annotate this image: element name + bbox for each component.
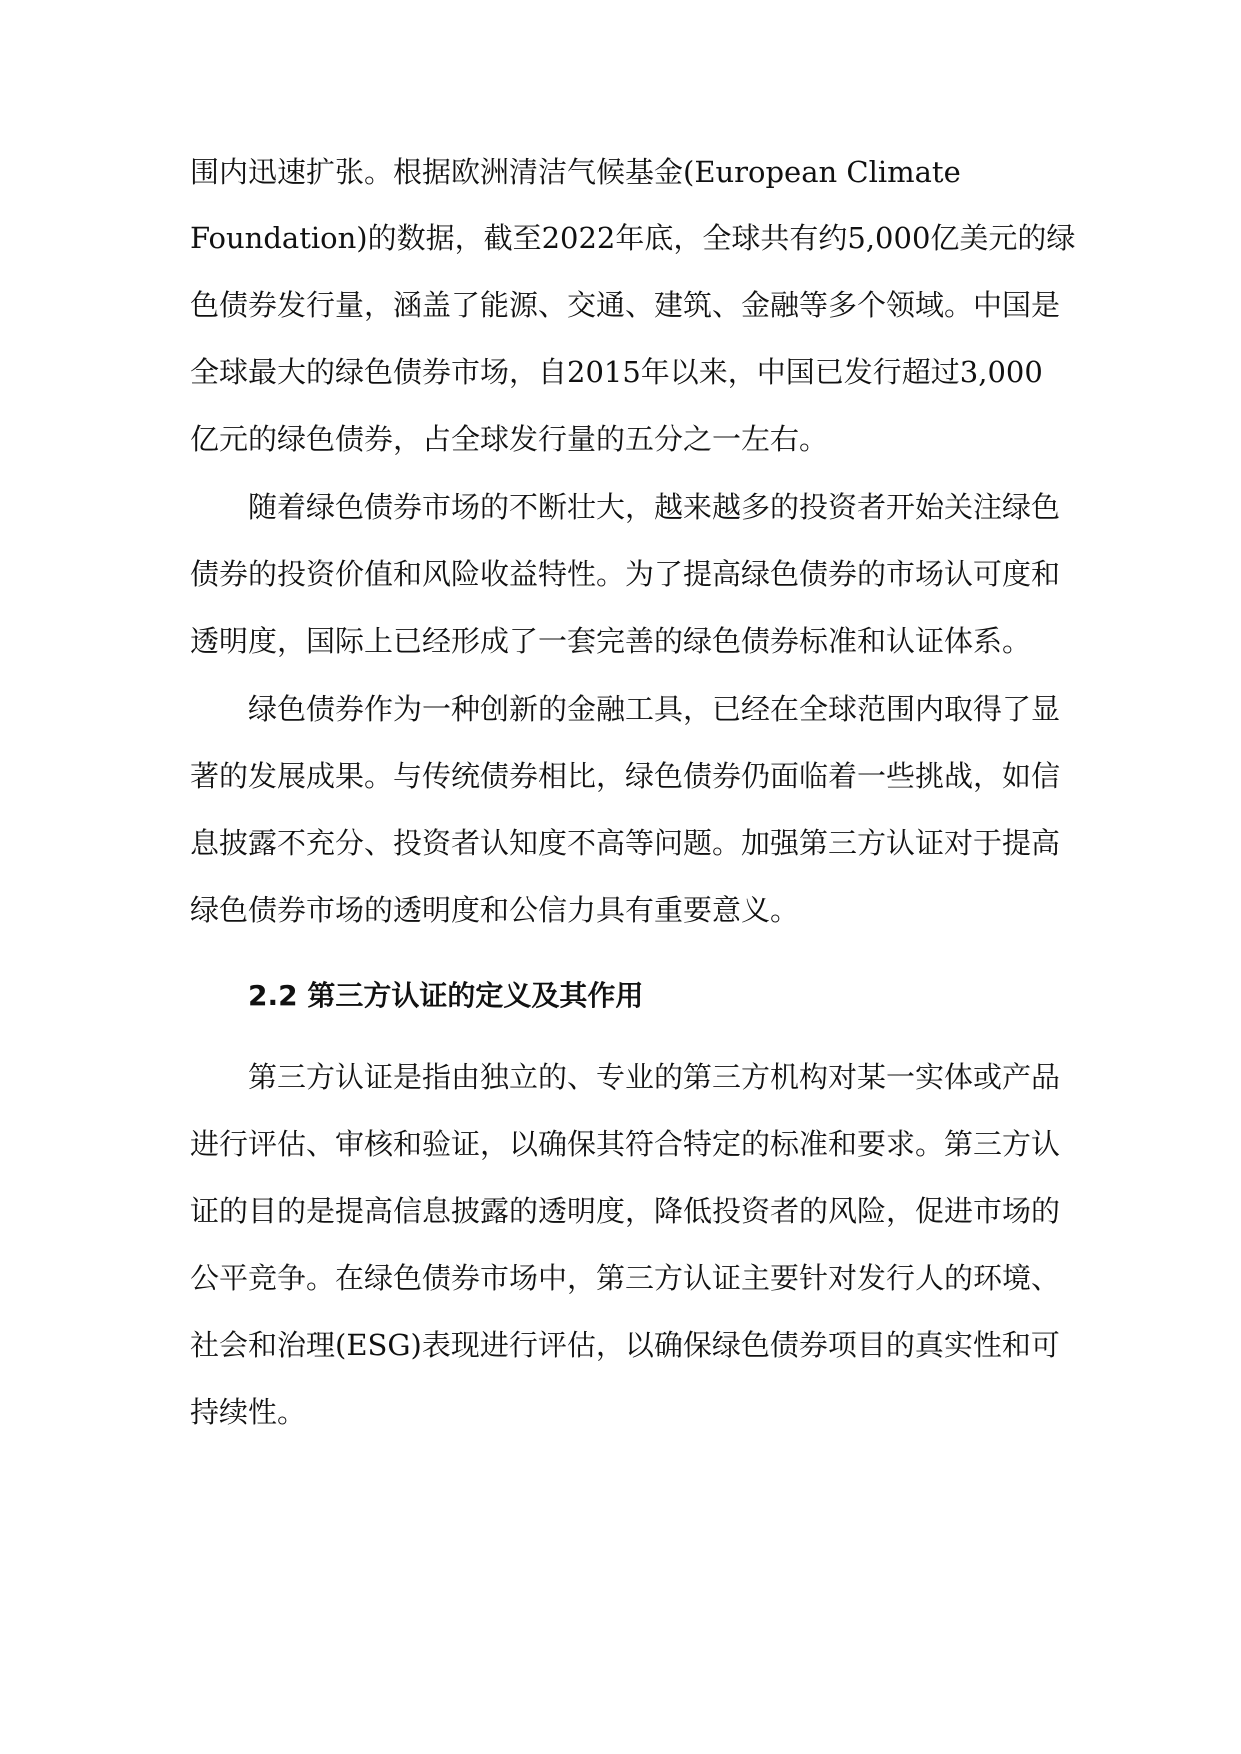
paragraph-1-line-5: 亿元的绿色债券，占全球发行量的五分之一左右。 [190, 422, 829, 456]
paragraph-3-line-2: 著的发展成果。与传统债券相比，绿色债券仍面临着一些挑战，如信 [190, 759, 1061, 793]
paragraph-1-line-4: 全球最大的绿色债券市场，自2015年以来，中国已发行超过3,000 [190, 355, 1043, 389]
paragraph-3-line-3: 息披露不充分、投资者认知度不高等问题。加强第三方认证对于提高 [190, 826, 1061, 860]
paragraph-1-line-1: 围内迅速扩张。根据欧洲清洁气候基金(European Climate [190, 155, 961, 189]
paragraph-2-line-2: 债券的投资价值和风险收益特性。为了提高绿色债券的市场认可度和 [190, 557, 1061, 591]
paragraph-4-line-1: 第三方认证是指由独立的、专业的第三方机构对某一实体或产品 [248, 1060, 1061, 1094]
paragraph-4-line-5: 社会和治理(ESG)表现进行评估，以确保绿色债券项目的真实性和可 [190, 1328, 1060, 1362]
paragraph-4-line-4: 公平竞争。在绿色债券市场中，第三方认证主要针对发行人的环境、 [190, 1261, 1061, 1295]
paragraph-4-line-6: 持续性。 [190, 1395, 307, 1429]
paragraph-2-line-1: 随着绿色债券市场的不断壮大，越来越多的投资者开始关注绿色 [248, 490, 1061, 524]
paragraph-3-line-1: 绿色债券作为一种创新的金融工具，已经在全球范围内取得了显 [248, 692, 1061, 726]
section-heading: 2.2 第三方认证的定义及其作用 [248, 979, 644, 1012]
paragraph-1-line-2: Foundation)的数据，截至2022年底，全球共有约5,000亿美元的绿 [190, 221, 1076, 255]
paragraph-4-line-3: 证的目的是提高信息披露的透明度，降低投资者的风险，促进市场的 [190, 1194, 1061, 1228]
paragraph-3-line-4: 绿色债券市场的透明度和公信力具有重要意义。 [190, 893, 800, 927]
paragraph-4-line-2: 进行评估、审核和验证，以确保其符合特定的标准和要求。第三方认 [190, 1127, 1061, 1161]
paragraph-1-line-3: 色债券发行量，涵盖了能源、交通、建筑、金融等多个领域。中国是 [190, 288, 1061, 322]
paragraph-2-line-3: 透明度，国际上已经形成了一套完善的绿色债券标准和认证体系。 [190, 624, 1032, 658]
